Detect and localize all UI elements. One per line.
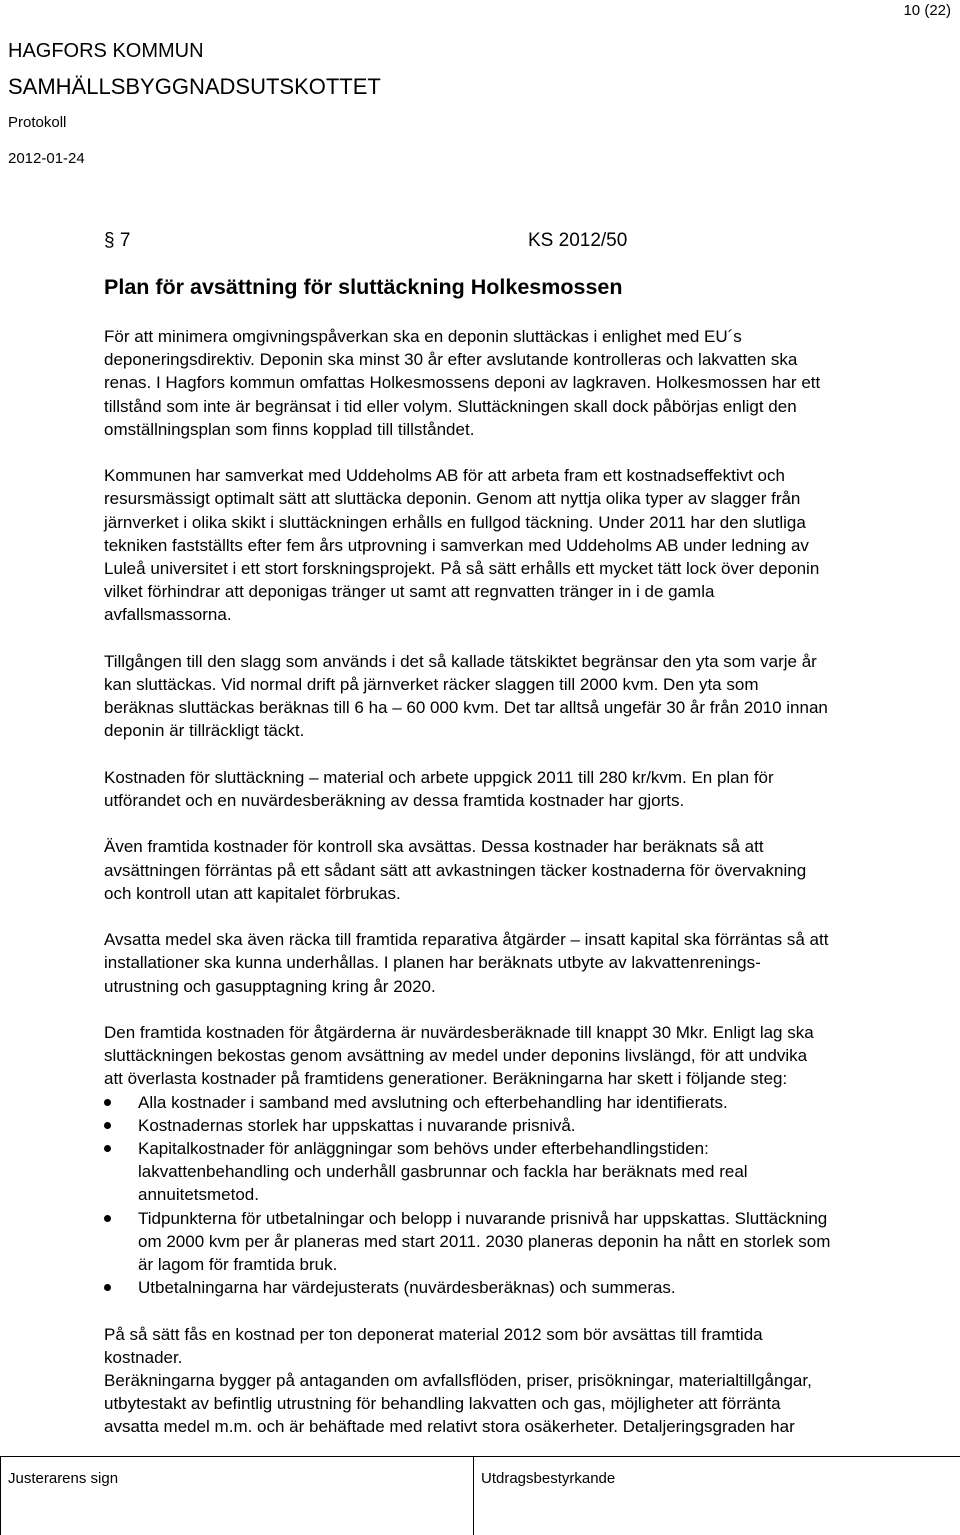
list-item: [104, 1137, 952, 1207]
text-line: tekniken fastställts efter fem års utprovning i samverkan med Uddeholms AB under ledning av: [104, 535, 809, 555]
paragraph-cost-per-ton: [104, 1323, 952, 1369]
text-line: Kommunen har samverkat med Uddeholms AB för att arbeta fram ett kostnadseffektivt och: [104, 466, 785, 486]
text-line: Kostnaden för sluttäckning – material och arbete uppgick 2011 till 280 kr/kvm. En plan för: [104, 767, 774, 787]
text-line: Beräkningarna bygger på antaganden om avfallsflöden, priser, prisökningar, materialtillgångar,: [104, 1371, 812, 1391]
text-line: om 2000 kvm per år planeras med start 2011. 2030 planeras deponin ha nått en storlek som: [138, 1231, 831, 1251]
paragraph-control-costs: [104, 835, 952, 905]
text-line: är lagom för framtida bruk.: [138, 1255, 338, 1275]
paragraph-collaboration: [104, 464, 952, 626]
text-line: Även framtida kostnader för kontroll ska avsättas. Dessa kostnader har beräknats så att: [104, 837, 764, 857]
text-line: Den framtida kostnaden för åtgärderna är nuvärdesberäknade till knappt 30 Mkr. Enligt lag ska: [104, 1023, 814, 1042]
footer-rule: [0, 1456, 960, 1457]
paragraph-assumptions: [104, 1369, 952, 1439]
document-body: [104, 325, 952, 1439]
list-item: [104, 1276, 952, 1299]
text-line: Kapitalkostnader för anläggningar som behövs under efterbehandlingstiden:: [138, 1139, 709, 1159]
text-line: sluttäckningen bekostas genom avsättning av medel under deponins livslängd, för att undvika: [104, 1046, 808, 1066]
committee-name: SAMHÄLLSBYGGNADSUTSKOTTET: [8, 74, 381, 99]
list-item: [104, 1207, 952, 1277]
text-line: deponin är tillräckligt täckt.: [104, 721, 305, 741]
text-line: deponeringsdirektiv. Deponin ska minst 30 år efter avslutande kontrolleras och lakvatten ska: [104, 350, 798, 370]
text-line: avfallsmassorna.: [104, 605, 232, 625]
calculation-steps-list: [104, 1091, 952, 1300]
section-mark: § 7: [104, 230, 131, 251]
text-line: avsatta medel m.m. och är behäftade med relativt stora osäkerheter. Detaljeringsgraden har: [104, 1417, 795, 1437]
document-type: Protokoll: [8, 114, 67, 131]
text-line: kostnader.: [104, 1347, 183, 1367]
text-line: Tillgången till den slagg som används i det så kallade tätskiktet begränsar den yta som varje år: [104, 651, 817, 671]
text-line: resursmässigt optimalt sätt att sluttäcka deponin. Genom att nyttja olika typer av slagger från: [104, 489, 801, 509]
text-line: beräknas sluttäckas beräknas till 6 ha – 60 000 kvm. Det tar alltså ungefär 30 år från 2010 innan: [104, 698, 828, 718]
case-number: KS 2012/50: [528, 230, 628, 251]
text-line: annuitetsmetod.: [138, 1185, 259, 1205]
text-line: Luleå universitet i ett stort forskningsprojekt. På så sätt erhålls ett mycket tätt lock över deponin: [104, 559, 820, 579]
paragraph-slag-supply: [104, 650, 952, 743]
page-number: 10 (22): [903, 2, 951, 19]
list-item: [104, 1091, 952, 1114]
paragraph-costs: [104, 766, 952, 812]
text-line: För att minimera omgivningspåverkan ska en deponin sluttäckas i enlighet med EU´s: [104, 327, 742, 346]
text-line: Alla kostnader i samband med avslutning och efterbehandling har identifierats.: [138, 1092, 728, 1112]
organization-name: HAGFORS KOMMUN: [8, 40, 204, 62]
text-line: kan sluttäckas. Vid normal drift på järnverket räcker slaggen till 2000 kvm. Den yta som: [104, 675, 759, 695]
text-line: omställningsplan som finns kopplad till tillståndet.: [104, 419, 475, 439]
text-line: På så sätt fås en kostnad per ton deponerat material 2012 som bör avsättas till framtida: [104, 1324, 763, 1344]
text-line: utrustning och gasupptagning kring år 2020.: [104, 976, 436, 996]
text-line: utbytestakt av befintlig utrustning för behandling lakvatten och gas, möjligheter att förränta: [104, 1394, 781, 1414]
text-line: lakvattenbehandling och underhåll gasbrunnar och fackla har beräknats med real: [138, 1162, 748, 1182]
extract-certification-label: Utdragsbestyrkande: [481, 1470, 616, 1487]
section-title: Plan för avsättning för sluttäckning Holkesmossen: [104, 275, 623, 299]
text-line: installationer ska kunna underhållas. I planen har beräknats utbyte av lakvattenrenings-: [104, 953, 761, 973]
text-line: vilket förhindrar att deponigas tränger ut samt att regnvatten tränger in i de gamla: [104, 582, 715, 602]
text-line: Utbetalningarna har värdejusterats (nuvärdesberäknas) och summeras.: [138, 1278, 676, 1298]
list-item: [104, 1114, 952, 1137]
reviewer-sign-label: Justerarens sign: [8, 1470, 119, 1487]
meeting-date: 2012-01-24: [8, 150, 85, 167]
text-line: avsättningen förräntas på ett sådant sätt att avkastningen täcker kostnaderna för övervakning: [104, 860, 807, 880]
text-line: utförandet och en nuvärdesberäkning av dessa framtida kostnader har gjorts.: [104, 791, 685, 811]
footer-divider-left: [0, 1456, 1, 1535]
text-line: Tidpunkterna för utbetalningar och belopp i nuvarande prisnivå har uppskattas. Sluttäckning: [138, 1208, 828, 1228]
text-line: Avsatta medel ska även räcka till framtida reparativa åtgärder – insatt kapital ska förräntas så att: [104, 930, 829, 950]
paragraph-present-value: [104, 1021, 952, 1091]
paragraph-requirements: [104, 325, 952, 441]
text-line: renas. I Hagfors kommun omfattas Holkesmossens deponi av lagkraven. Holkesmossen har ett: [104, 373, 821, 393]
text-line: Kostnadernas storlek har uppskattas i nuvarande prisnivå.: [138, 1115, 576, 1135]
text-line: järnverket i olika skikt i sluttäckningen erhålls en fullgod täckning. Under 2011 har den slutliga: [104, 512, 806, 532]
text-line: tillstånd som inte är begränsat i tid eller volym. Sluttäckningen skall dock påbörjas enligt den: [104, 396, 797, 416]
footer-divider-middle: [473, 1456, 474, 1535]
paragraph-repairs: [104, 928, 952, 998]
text-line: att överlasta kostnader på framtidens generationer. Beräkningarna har skett i följande steg:: [104, 1069, 788, 1089]
text-line: och kontroll utan att kapitalet förbrukas.: [104, 883, 401, 903]
